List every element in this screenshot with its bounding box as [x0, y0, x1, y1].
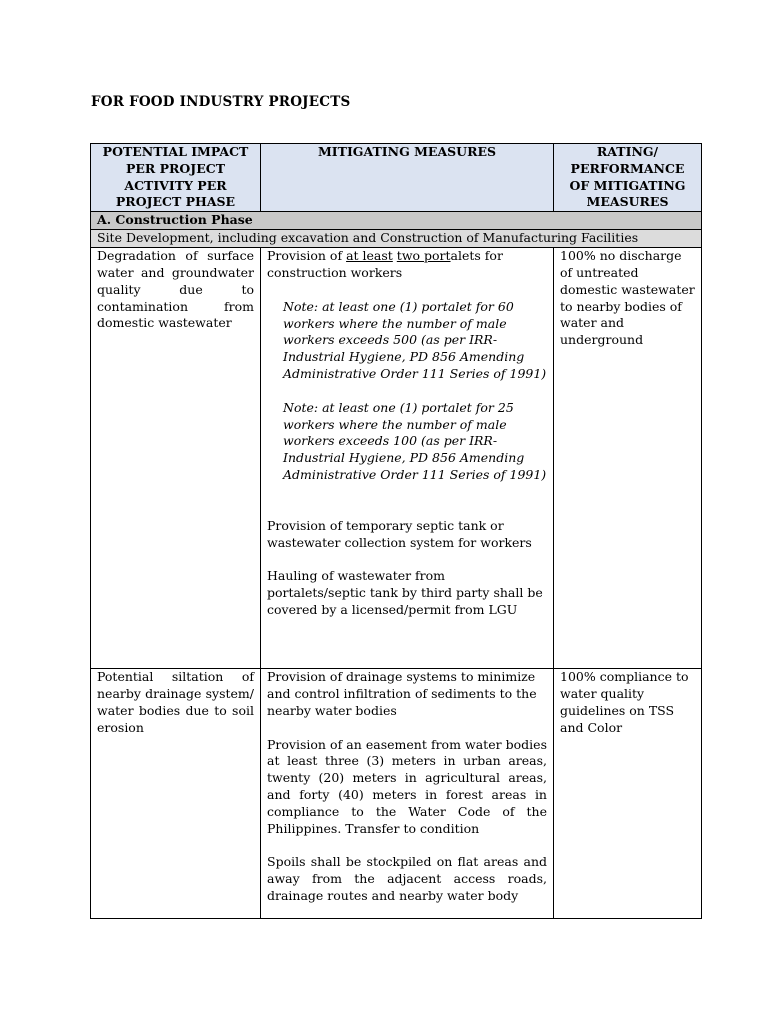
measure-text: Spoils shall be stockpiled on flat areas and away from the adjacent access roads, drainage routes and nearby water body [267, 854, 547, 903]
column-header-rating: RATING/ PERFORMANCE OF MITIGATING MEASURES [554, 144, 702, 212]
note-text: Note: at least one (1) portalet for 25 workers where the number of male workers exceeds 100 (as per IRR-Industrial Hygiene, PD 856 Amending Administrative Order 111 Series of 1991) [283, 399, 547, 482]
column-header-impact: POTENTIAL IMPACT PER PROJECT ACTIVITY PER PROJECT PHASE [91, 144, 261, 212]
rating-text: 100% compliance to water quality guidelines on TSS and Color [560, 669, 689, 735]
mitigation-table [90, 143, 702, 919]
rating-text: 100% no discharge of untreated domestic wastewater to nearby bodies of water and underground [560, 248, 695, 348]
measure-text: Hauling of wastewater from portalets/septic tank by third party shall be covered by a licensed/permit from LGU [267, 568, 543, 617]
measure-text: Provision of temporary septic tank or wastewater collection system for workers [267, 517, 532, 550]
impact-cell [91, 669, 261, 919]
measure-text: Provision of at least two portalets for construction workers [267, 248, 503, 280]
phase-row [91, 212, 702, 230]
activity-row [91, 230, 702, 248]
table-row [91, 248, 702, 669]
table-header-row [91, 144, 702, 212]
note-text: Note: at least one (1) portalet for 60 workers where the number of male workers exceeds 500 (as per IRR-Industrial Hygiene, PD 856 Amending Administrative Order 111 Series of 1991) [283, 298, 547, 381]
impact-cell [91, 248, 261, 669]
column-header-measures: MITIGATING MEASURES [261, 144, 554, 212]
measure-text: Provision of an easement from water bodies at least three (3) meters in urban areas, twenty (20) meters in agricultural areas, and forty (40) meters in forest areas in compliance to the Water Code of the Philippines. Transfer to condition [267, 736, 547, 836]
table-row [91, 669, 702, 919]
rating-cell [554, 248, 702, 669]
measures-cell [261, 248, 554, 669]
rating-cell [554, 669, 702, 919]
measures-cell [261, 669, 554, 919]
phase-label: A. Construction Phase [91, 212, 702, 230]
page-heading: FOR FOOD INDUSTRY PROJECTS [91, 94, 351, 110]
measure-text: Provision of drainage systems to minimize and control infiltration of sediments to the nearby water bodies [267, 669, 537, 718]
impact-text: Potential siltation of nearby drainage system/ water bodies due to soil erosion [97, 669, 254, 735]
impact-text: Degradation of surface water and groundwater quality due to contamination from domestic wastewater [97, 248, 254, 331]
activity-label: Site Development, including excavation and Construction of Manufacturing Facilities [91, 230, 702, 248]
